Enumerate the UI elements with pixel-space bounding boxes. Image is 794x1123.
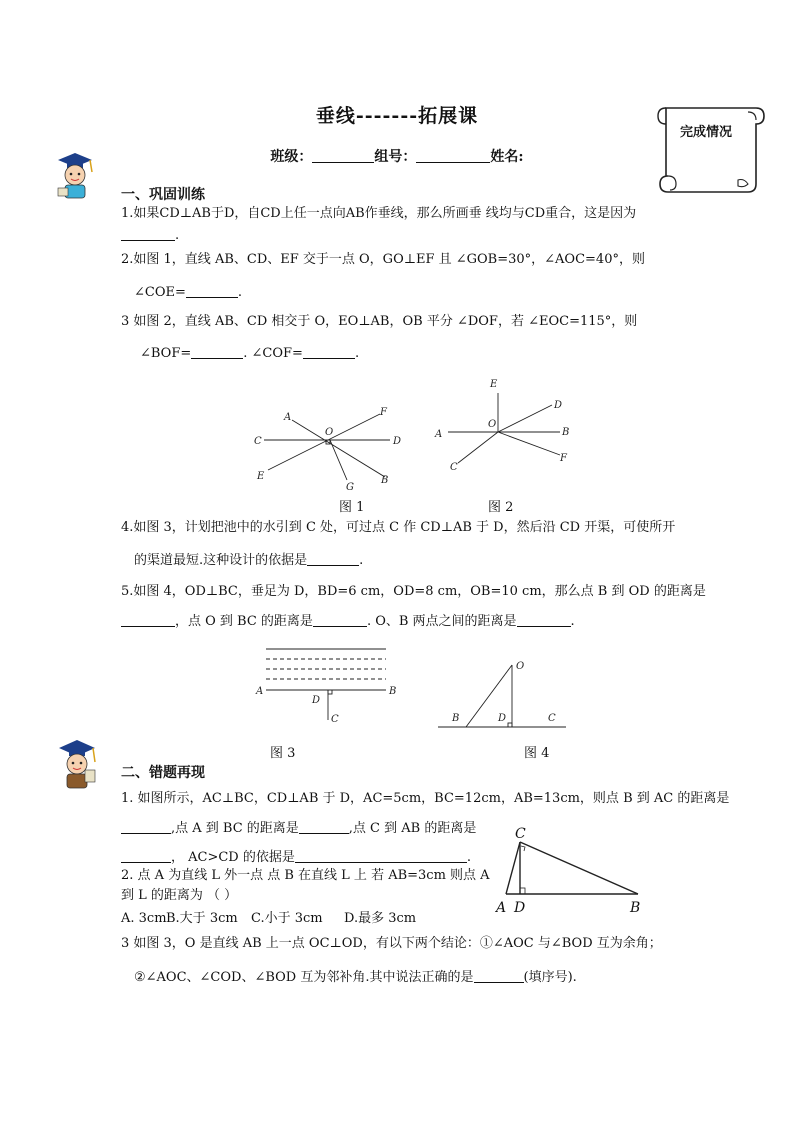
answer-blank[interactable]: [295, 849, 467, 863]
fig3-label-d: D: [312, 695, 321, 706]
page-title: 垂线-------拓展课: [315, 105, 479, 127]
section-heading-1: 一、巩固训练: [121, 187, 205, 203]
fig2-label-b: B: [562, 427, 570, 438]
fig3-label-a: A: [256, 686, 264, 697]
fig4-label-b: B: [452, 713, 460, 724]
question-1-3: 3 如图 2，直线 AB、CD 相交于 O，EO⊥AB，OB 平分 ∠DOF，若 ∠EOC=115°，则: [121, 314, 638, 329]
question-2-2-line2: 到 L 的距离为 （ ）: [121, 888, 238, 903]
option-c[interactable]: C.小于 3cm: [251, 911, 323, 926]
question-2-1-answer-a: ,点 A 到 BC 的距离是 ,点 C 到 AB 的距离是: [121, 819, 476, 839]
fig1-label-a: A: [284, 412, 292, 423]
class-blank[interactable]: [312, 149, 374, 163]
question-1-1: 1.如果CD⊥AB于D，自CD上任一点向AB作垂线，那么所画垂 线均与CD重合，这是因为: [121, 206, 637, 221]
triangle-label-a: A: [496, 900, 507, 916]
figure-3-diagram: [250, 640, 410, 732]
name-label: 姓名:: [490, 149, 524, 165]
fig3-label-c: C: [331, 714, 339, 725]
fig1-label-b: B: [381, 475, 389, 486]
question-2-3: 3 如图 3，O 是直线 AB 上一点 OC⊥OD，有以下两个结论：①∠AOC 与∠BOD 互为余角；: [121, 936, 662, 951]
completion-scroll-icon: [652, 100, 772, 200]
answer-blank[interactable]: [307, 552, 359, 566]
figure-1-diagram: [250, 400, 410, 495]
answer-blank[interactable]: [186, 284, 238, 298]
option-b[interactable]: B.大于 3cm: [166, 911, 238, 926]
option-d[interactable]: D.最多 3cm: [344, 911, 417, 926]
fig1-label-g: G: [346, 482, 354, 493]
fig4-label-d: D: [498, 713, 507, 724]
question-1-4-answer: 的渠道最短.这种设计的依据是 .: [134, 553, 364, 568]
fig2-label-c: C: [450, 462, 458, 473]
graduate-cartoon-icon: [55, 738, 101, 792]
question-2-3-answer: ②∠AOC、∠COD、∠BOD 互为邻补角.其中说法正确的是 (填序号).: [134, 970, 577, 985]
answer-blank[interactable]: [121, 613, 175, 627]
question-2-1: 1. 如图所示，AC⊥BC，CD⊥AB 于 D，AC=5cm，BC=12cm，AB=13cm，则点 B 到 AC 的距离是: [121, 791, 730, 806]
question-1-2-answer: ∠COE= .: [134, 285, 243, 300]
fig2-label-a: A: [435, 429, 443, 440]
answer-blank[interactable]: [121, 820, 171, 834]
fig3-label-b: B: [389, 686, 397, 697]
fig1-label-o: O: [325, 427, 334, 438]
fig1-label-f: F: [380, 407, 387, 418]
figure-4-diagram: [436, 655, 576, 735]
answer-blank[interactable]: [474, 969, 524, 983]
triangle-diagram: [490, 822, 650, 918]
question-2-1-answer-b: ， AC>CD 的依据是 .: [121, 848, 471, 868]
fig1-label-e: E: [257, 471, 265, 482]
question-1-4: 4.如图 3，计划把池中的水引到 C 处，可过点 C 作 CD⊥AB 于 D，然后沿 CD 开渠，可使所开: [121, 520, 676, 535]
answer-blank[interactable]: [299, 820, 349, 834]
figure-1-caption: 图 1: [339, 500, 365, 515]
question-1-2: 2.如图 1，直线 AB、CD、EF 交于一点 O，GO⊥EF 且 ∠GOB=30°，∠AOC=40°，则: [121, 252, 645, 267]
fig1-label-d: D: [393, 436, 402, 447]
question-1-3-answer: ∠BOF= . ∠COF= .: [140, 346, 360, 361]
figure-2-diagram: [430, 375, 590, 475]
answer-blank[interactable]: [121, 849, 171, 863]
answer-blank[interactable]: [517, 613, 571, 627]
class-label: 班级：: [270, 149, 313, 165]
fig2-label-d: D: [554, 400, 563, 411]
triangle-label-b: B: [630, 900, 641, 916]
fig1-label-c: C: [254, 436, 262, 447]
fig2-label-f: F: [560, 453, 567, 464]
graduate-cartoon-icon: [52, 150, 98, 202]
fig4-label-c: C: [548, 713, 556, 724]
option-a[interactable]: A. 3cm: [121, 911, 167, 926]
question-1-5: 5.如图 4，OD⊥BC，垂足为 D，BD=6 cm，OD=8 cm，OB=10 cm，那么点 B 到 OD 的距离是: [121, 584, 706, 599]
question-2-2: 2. 点 A 为直线 L 外一点 点 B 在直线 L 上 若 AB=3cm 则点 A: [121, 868, 490, 883]
fig2-label-e: E: [490, 379, 498, 390]
figure-4-caption: 图 4: [524, 746, 550, 761]
answer-blank[interactable]: [313, 613, 367, 627]
fig2-label-o: O: [488, 419, 497, 430]
triangle-label-c: C: [515, 826, 526, 842]
answer-blank[interactable]: [121, 227, 175, 241]
question-1-1-answer: .: [121, 226, 179, 246]
question-1-5-answer: ，点 O 到 BC 的距离是 . O、B 两点之间的距离是 .: [121, 612, 575, 632]
question-2-2-options: [121, 909, 416, 929]
group-blank[interactable]: [416, 149, 490, 163]
figure-2-caption: 图 2: [488, 500, 514, 515]
group-label: 组号：: [374, 149, 417, 165]
answer-blank[interactable]: [191, 345, 243, 359]
scroll-text: 完成情况: [679, 125, 733, 140]
section-heading-2: 二、错题再现: [121, 765, 205, 781]
figure-3-caption: 图 3: [270, 746, 296, 761]
fig4-label-o: O: [516, 661, 525, 672]
triangle-label-d: D: [514, 900, 526, 916]
answer-blank[interactable]: [303, 345, 355, 359]
